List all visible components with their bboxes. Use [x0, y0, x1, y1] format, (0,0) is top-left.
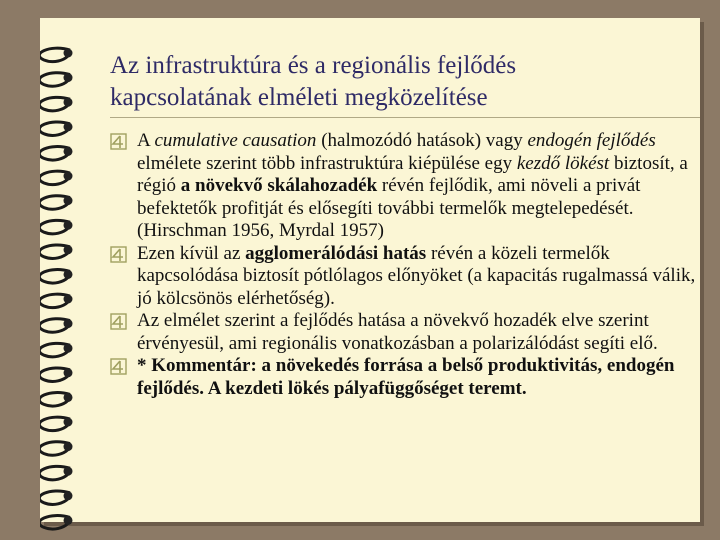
bullet-text: révén a közeli termelők kapcsolódása biztosít pótlólagos előnyöket (a kapacitás rugalmassá válik, jó kölcsönös elérhetőség).	[137, 242, 696, 309]
bullet-text: biztosít, a régió	[137, 152, 688, 196]
binding-ring	[40, 220, 73, 234]
binding-ring	[40, 516, 73, 530]
bullet-text: Az elmélet szerint a fejlődés hatása a növekvő hozadék elve szerint érvényesül, ami regionális vonatkozásban a polarizálódást segíti elő.	[137, 310, 658, 354]
binding-ring	[40, 73, 73, 87]
slide-page	[40, 18, 700, 522]
title-line-1: Az infrastruktúra és a regionális fejlődés	[110, 52, 517, 79]
binding-ring	[40, 171, 73, 185]
binding-ring	[40, 122, 73, 136]
bullet-item	[110, 310, 700, 355]
binding-ring	[40, 343, 73, 357]
slide-title	[110, 50, 670, 114]
spiral-binding	[40, 38, 110, 538]
binding-ring	[40, 393, 73, 407]
bullet-text: * Kommentár: a növekedés forrása a belső produktivitás, endogén fejlődés. A kezdeti lökés pályafüggőséget teremt.	[137, 355, 675, 399]
bullet-text: révén fejlődik, ami növeli a privát befektetők profitját és elősegíti további termelők megtelepedését. (Hirschman 1956, Myrdal 1957)	[137, 175, 641, 241]
title-divider	[110, 117, 700, 118]
binding-ring	[40, 294, 73, 308]
bullet-item	[110, 355, 700, 400]
bullet-text: agglomerálódási hatás	[245, 242, 427, 264]
binding-ring	[40, 48, 73, 62]
bullet-text: Ezen kívül az	[137, 242, 246, 264]
binding-ring	[40, 245, 73, 259]
checkbox-4-icon	[110, 246, 127, 263]
bullet-text: A	[137, 130, 155, 151]
bullet-text: endogén fejlődés	[527, 130, 656, 151]
bullet-text: elmélete szerint több infrastruktúra kiépülése egy	[137, 152, 517, 174]
title-line-2: kapcsolatának elméleti megközelítése	[110, 84, 488, 111]
binding-ring	[40, 491, 73, 505]
bullet-text: (halmozódó hatások) vagy	[316, 130, 528, 151]
checkbox-4-icon	[110, 133, 127, 150]
binding-ring	[40, 196, 73, 210]
bullet-item	[110, 243, 700, 311]
binding-ring	[40, 147, 73, 161]
binding-ring	[40, 319, 73, 333]
binding-ring	[40, 97, 73, 111]
bullet-text: a növekvő skálahozadék	[180, 175, 378, 196]
checkbox-4-icon	[110, 313, 127, 330]
binding-ring	[40, 368, 73, 382]
binding-ring	[40, 442, 73, 456]
bullet-list	[110, 130, 700, 400]
binding-ring	[40, 270, 73, 284]
binding-ring	[40, 417, 73, 431]
bullet-item	[110, 130, 700, 243]
bullet-text: kezdő lökést	[516, 152, 610, 174]
binding-ring	[40, 466, 73, 480]
checkbox-4-icon	[110, 358, 127, 375]
bullet-text: cumulative causation	[154, 130, 317, 151]
